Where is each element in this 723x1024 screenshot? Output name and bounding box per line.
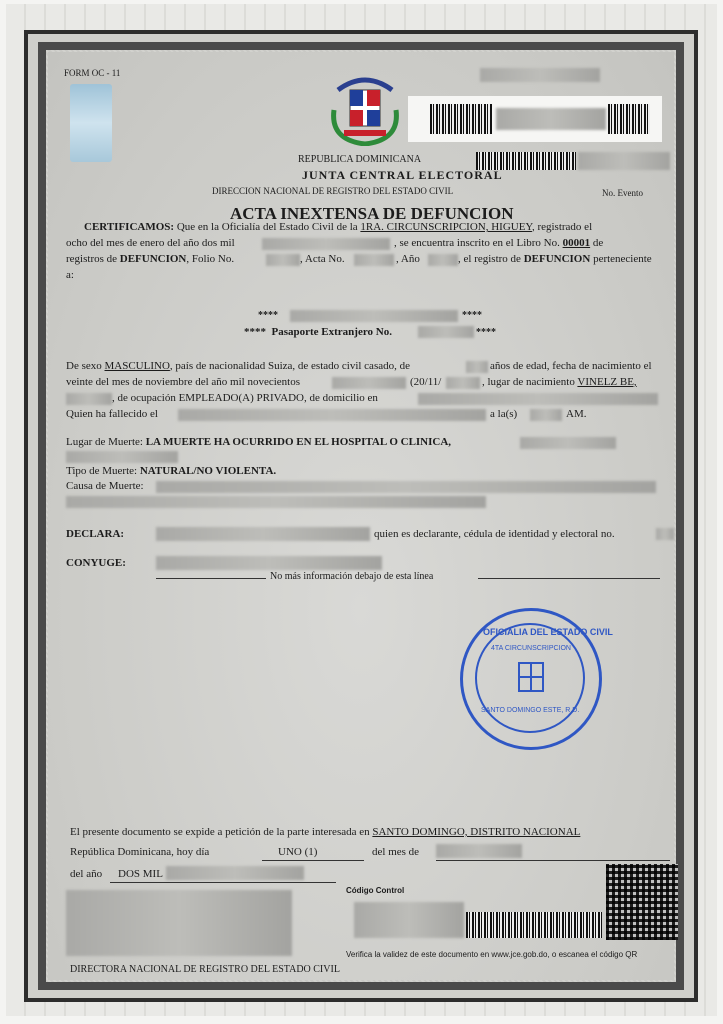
registro-type-2: DEFUNCION <box>523 253 591 265</box>
lugar-label: Lugar de Muerte: <box>66 436 143 448</box>
seal-inner-text: 4TA CIRCUNSCRIPCION <box>491 645 571 652</box>
redacted-passport <box>418 326 474 338</box>
lugar-value: LA MUERTE HA OCURRIDO EN EL HOSPITAL O CLINICA, <box>145 436 452 448</box>
footer-l3a: del año <box>70 868 103 880</box>
directora-label: DIRECTORA NACIONAL DE REGISTRO DEL ESTADO CIVIL <box>70 964 340 975</box>
redacted-birthyear <box>332 377 406 389</box>
redacted-ano <box>428 254 458 266</box>
redacted-cedula <box>656 528 674 540</box>
ano-label: , Año <box>396 253 420 265</box>
circunscripcion-value: 1RA. CIRCUNSCRIPCION, HIGUEY <box>360 221 532 233</box>
tipo-value: NATURAL/NO VIOLENTA. <box>139 465 277 477</box>
redacted-signature <box>66 890 292 956</box>
redacted-cause-2 <box>66 496 486 508</box>
pasaporte-pre: **** <box>244 326 266 338</box>
redacted-address <box>418 393 658 405</box>
redacted-declarant <box>156 527 370 541</box>
issue-day: UNO (1) <box>278 846 318 858</box>
redacted-birthplace <box>66 393 112 405</box>
republic-label: REPUBLICA DOMINICANA <box>298 154 422 165</box>
stars-left: **** <box>258 310 278 321</box>
form-id: FORM OC - 11 <box>64 68 121 78</box>
redacted-cause-1 <box>156 481 656 493</box>
redacted-time <box>530 409 562 421</box>
redacted-hospital-2 <box>66 451 178 463</box>
p2-l3: , de ocupación EMPLEADO(A) PRIVADO, de domicilio en <box>112 392 378 404</box>
conyuge-label: CONYUGE: <box>66 557 126 569</box>
year-line <box>110 882 336 883</box>
seal-bottom-text: SANTO DOMINGO ESTE, R.D. <box>481 707 580 714</box>
redacted-year <box>262 238 390 250</box>
p1-line2b: , se encuentra inscrito en el Libro No. <box>394 237 560 249</box>
p2-l1c: años de edad, fecha de nacimiento el <box>490 360 652 372</box>
causa-label: Causa de Muerte: <box>66 480 144 492</box>
issue-place: SANTO DOMINGO, DISTRITO NACIONAL <box>372 826 581 838</box>
birthplace-value: VINELZ BE, <box>577 376 637 388</box>
p1-line3h: perteneciente <box>593 253 652 265</box>
redacted-death-date <box>178 409 486 421</box>
day-line <box>262 860 364 861</box>
p1-text-a: Que en la Oficialía del Estado Civil de la <box>174 221 361 233</box>
seal-outer-text: OFICIALIA DEL ESTADO CIVIL <box>483 627 613 637</box>
redacted-hospital <box>520 437 616 449</box>
declara-label: DECLARA: <box>66 528 125 540</box>
redacted-serial <box>578 152 670 170</box>
redacted-control-code <box>354 902 464 938</box>
redacted-month <box>436 844 522 858</box>
issue-year: DOS MIL <box>118 868 163 880</box>
p1-line3f: , el registro de <box>458 253 521 265</box>
certificamos-label: CERTIFICAMOS: <box>84 221 175 233</box>
p2-l4b: a la(s) <box>490 408 518 420</box>
libro-value: 00001 <box>562 237 591 249</box>
redacted-top <box>480 68 600 82</box>
redacted-barcode <box>496 108 606 130</box>
direccion-label: DIRECCION NACIONAL DE REGISTRO DEL ESTADO CIVIL <box>212 186 454 196</box>
footer-l2a: República Dominicana, hoy día <box>70 846 210 858</box>
p2-l4a: Quien ha fallecido el <box>66 408 158 420</box>
redacted-folio <box>266 254 300 266</box>
barcode-right <box>608 104 650 134</box>
pasaporte-post: **** <box>476 327 496 338</box>
seal-emblem-icon <box>511 657 551 697</box>
p1-line4: a: <box>66 269 74 281</box>
pasaporte-label: Pasaporte Extranjero No. <box>271 326 392 338</box>
redacted-issue-year <box>166 866 304 880</box>
official-seal <box>460 608 613 750</box>
p2-l4c: AM. <box>566 408 587 420</box>
p2-l1b: , país de nacionalidad Suiza, de estado civil casado, de <box>169 360 410 372</box>
redacted-age <box>466 361 488 373</box>
document-title: ACTA INEXTENSA DE DEFUNCION <box>230 204 514 223</box>
declara-text: quien es declarante, cédula de identidad y electoral no. <box>374 528 615 540</box>
redacted-birthdate <box>446 377 480 389</box>
junta-label: JUNTA CENTRAL ELECTORAL <box>302 168 503 182</box>
security-hologram <box>70 84 112 162</box>
barcode-left <box>430 104 492 134</box>
p1-text-b: , registrado el <box>531 221 593 233</box>
no-more-info: No más información debajo de esta línea <box>270 571 434 582</box>
codigo-control-label: Código Control <box>346 886 405 895</box>
p2-l2a: veinte del mes de noviembre del año mil novecientos <box>66 376 300 388</box>
p2-l2b: (20/11/ <box>410 376 442 388</box>
p2-l1a: De sexo <box>66 360 102 372</box>
redacted-acta <box>354 254 394 266</box>
acta-label: , Acta No. <box>300 253 345 265</box>
p2-l2c: , lugar de nacimiento <box>482 376 575 388</box>
month-line <box>436 860 670 861</box>
no-evento-label: No. Evento <box>602 188 643 198</box>
no-more-line-left <box>156 578 266 579</box>
coat-of-arms-icon <box>330 70 400 146</box>
sexo-value: MASCULINO <box>104 360 170 372</box>
p1-line2a: ocho del mes de enero del año dos mil <box>66 237 235 249</box>
footer-l1a: El presente documento se expide a petición de la parte interesada en <box>70 826 370 838</box>
verify-note: Verifica la validez de este documento en www.jce.gob.do, o escanea el código QR <box>346 950 638 959</box>
qr-code <box>606 864 678 940</box>
p1-line2c: de <box>592 237 604 249</box>
control-barcode <box>466 912 602 938</box>
stars-right: **** <box>462 310 482 321</box>
redacted-name <box>290 310 458 322</box>
no-more-line-right <box>478 578 660 579</box>
footer-l2c: del mes de <box>372 846 420 858</box>
tipo-label: Tipo de Muerte: <box>66 465 138 477</box>
registro-type: DEFUNCION <box>119 253 187 265</box>
p1-line3a: registros de <box>66 253 118 265</box>
folio-label: , Folio No. <box>186 253 235 265</box>
redacted-spouse <box>156 556 382 570</box>
